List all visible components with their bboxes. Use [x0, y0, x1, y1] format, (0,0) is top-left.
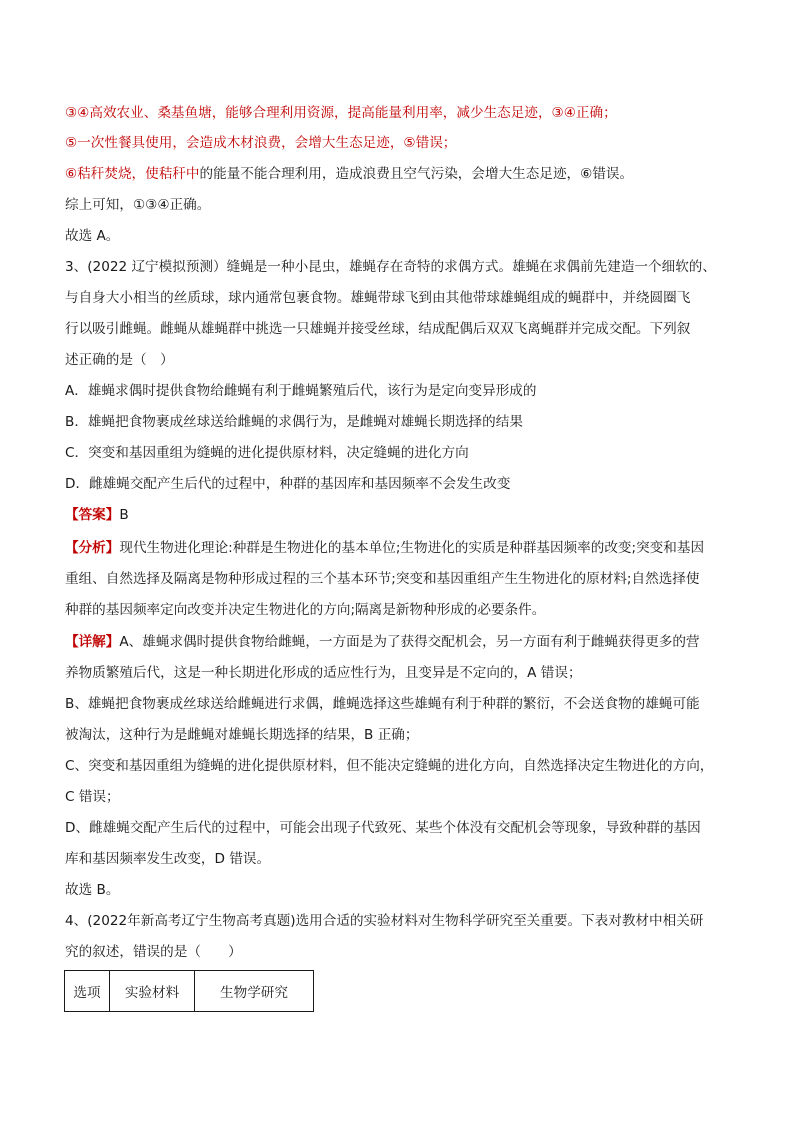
table-header-cell: 实验材料	[110, 971, 195, 1012]
detail-line: 养物质繁殖后代，这是一种长期进化形成的适应性行为，且变异是不定向的，A 错误；	[65, 665, 582, 681]
analysis-line: 重组、自然选择及隔离是物种形成过程的三个基本环节;突变和基因重组产生生物进化的原材料;自然选择使	[65, 571, 700, 587]
question-3-stem: 述正确的是（ ）	[65, 352, 174, 368]
answer-tag: 【答案】	[65, 507, 120, 523]
table-header-cell: 生物学研究	[195, 971, 314, 1012]
detail-line: B、雄蝇把食物裹成丝球送给雌蝇进行求偶，雌蝇选择这些雄蝇有利于种群的繁衍，不会送食物的雄蝇可能	[65, 696, 700, 712]
conclusion-text: 综上可知，①③④正确。	[65, 197, 211, 213]
detail-line: C、突变和基因重组为缝蝇的进化提供原材料，但不能决定缝蝇的进化方向，自然选择决定生物进化的方向，	[65, 758, 714, 774]
answer-table	[64, 970, 314, 1012]
detail-text: A、雄蝇求偶时提供食物给雌蝇，一方面是为了获得交配机会，另一方面有利于雌蝇获得更多的营	[119, 634, 700, 650]
question-4-stem: 4、(2022年新高考辽宁生物高考真题)选用合适的实验材料对生物科学研究至关重要。下表对教材中相关研	[65, 913, 704, 929]
text-span: 的能量不能合理利用，造成浪费且空气污染，会增大生态足迹，⑥错误。	[199, 166, 634, 182]
question-3-stem: 3、(2022 辽宁模拟预测）缝蝇是一种小昆虫，雄蝇存在奇特的求偶方式。雄蝇在求偶前先建造一个细软的、	[65, 259, 716, 275]
detail-tag: 【详解】	[65, 634, 120, 650]
choice-text: 故选 A。	[65, 228, 120, 244]
detail-line: C 错误；	[65, 789, 120, 805]
table-header-row	[65, 971, 314, 1012]
option-c: C．突变和基因重组为缝蝇的进化提供原材料，决定缝蝇的进化方向	[65, 445, 469, 461]
text-span-red: ⑥秸秆焚烧，使秸秆中	[65, 166, 200, 182]
question-3-stem: 与自身大小相当的丝质球，球内通常包裹食物。雄蝇带球飞到由其他带球雄蝇组成的蝇群中，并绕圆圈飞	[65, 290, 691, 306]
text-line: ⑤一次性餐具使用，会造成木材浪费，会增大生态足迹，⑤错误；	[65, 135, 457, 151]
analysis-line: 种群的基因频率定向改变并决定生物进化的方向;隔离是新物种形成的必要条件。	[65, 602, 546, 618]
analysis-text: 现代生物进化理论:种群是生物进化的基本单位;生物进化的实质是种群基因频率的改变;突变和基因	[119, 540, 705, 556]
table-header-cell: 选项	[65, 971, 110, 1012]
answer-value: B	[119, 507, 129, 523]
answer-line	[65, 505, 129, 525]
analysis-line	[65, 538, 704, 558]
option-b: B．雄蝇把食物裹成丝球送给雌蝇的求偶行为，是雌蝇对雄蝇长期选择的结果	[65, 414, 523, 430]
detail-line: D、雌雄蝇交配产生后代的过程中，可能会出现子代致死、某些个体没有交配机会等现象，导致种群的基因	[65, 820, 701, 836]
option-d: D．雌雄蝇交配产生后代的过程中，种群的基因库和基因频率不会发生改变	[65, 476, 511, 492]
detail-line	[65, 632, 700, 652]
detail-line: 被淘汰，这种行为是雌蝇对雄蝇长期选择的结果，B 正确；	[65, 727, 419, 743]
question-4-stem: 究的叙述，错误的是（ ）	[65, 944, 242, 960]
question-3-stem: 行以吸引雌蝇。雌蝇从雄蝇群中挑选一只雄蝇并接受丝球，结成配偶后双双飞离蝇群并完成交配。下列叙	[65, 321, 691, 337]
option-a: A．雄蝇求偶时提供食物给雌蝇有利于雌蝇繁殖后代，该行为是定向变异形成的	[65, 383, 537, 399]
analysis-tag: 【分析】	[65, 540, 120, 556]
detail-line: 库和基因频率发生改变，D 错误。	[65, 851, 271, 867]
text-line: ③④高效农业、桑基鱼塘，能够合理利用资源，提高能量利用率，减少生态足迹，③④正确；	[65, 105, 617, 121]
choice-text: 故选 B。	[65, 882, 120, 898]
text-line	[65, 164, 633, 184]
